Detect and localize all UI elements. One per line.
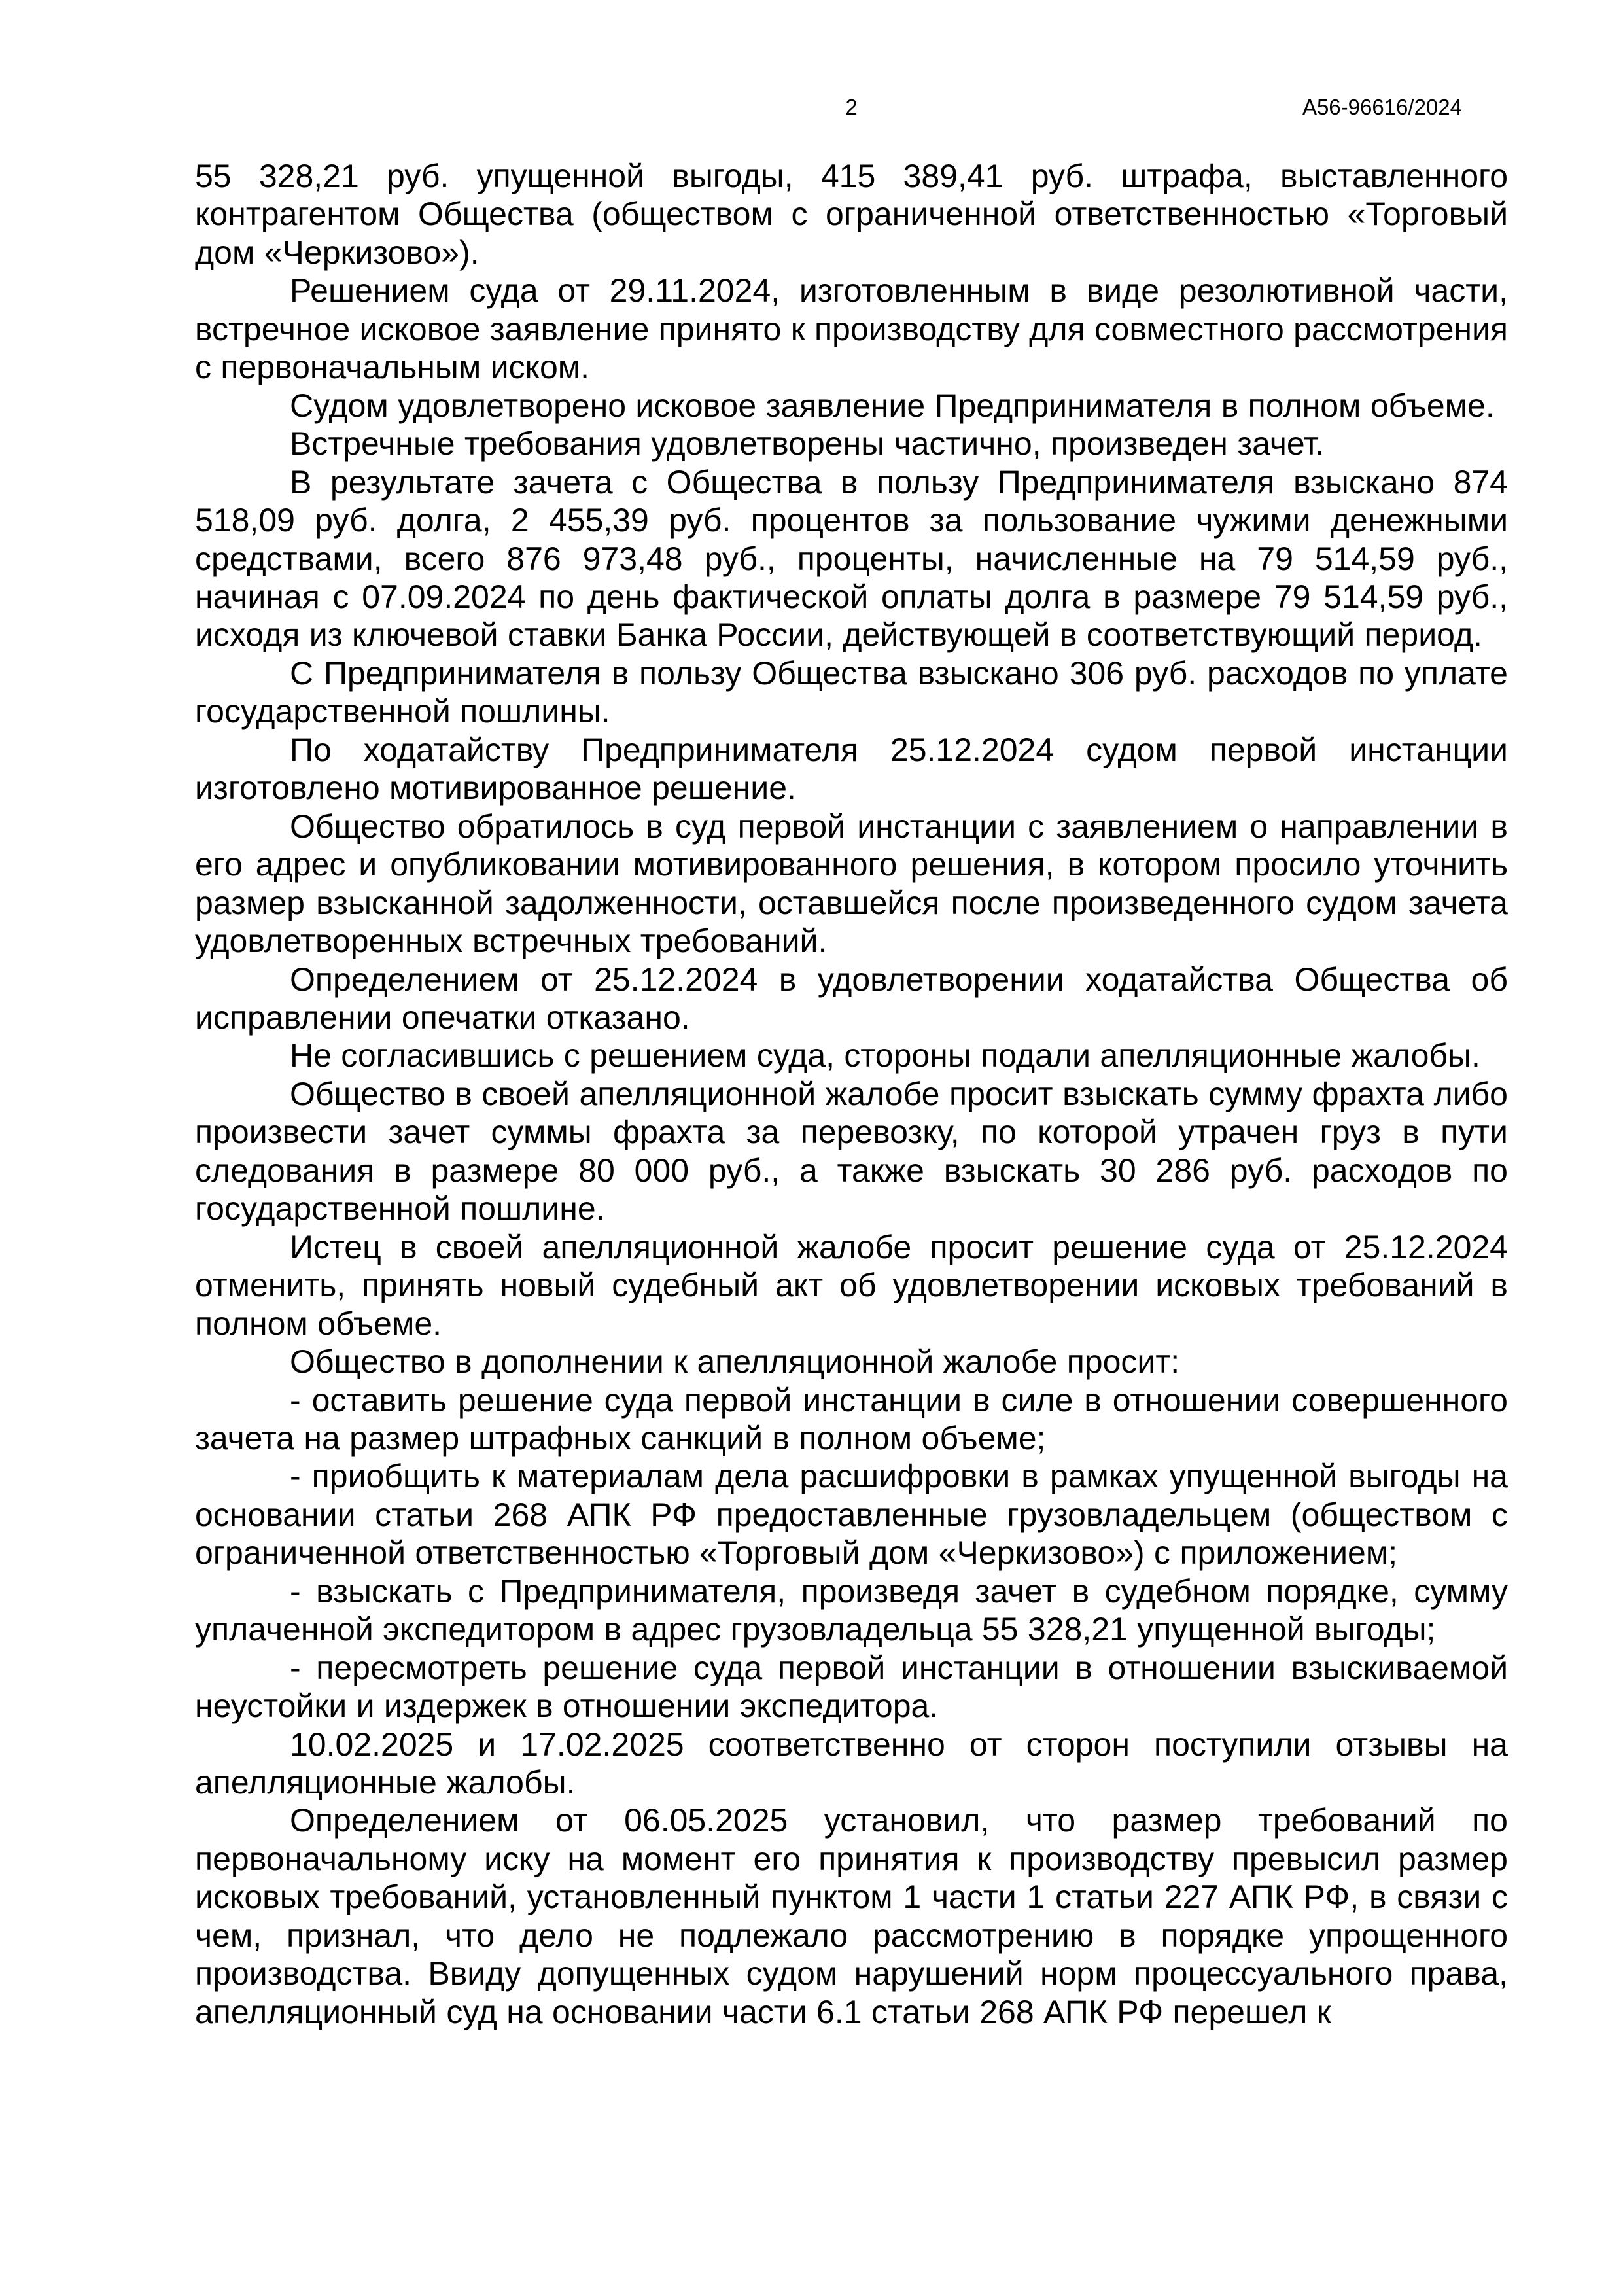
case-number: А56-96616/2024 xyxy=(1302,95,1462,119)
paragraph: Определением от 25.12.2024 в удовлетворении ходатайства Общества об исправлении опечатки отказано. xyxy=(195,961,1508,1036)
paragraph: Определением от 06.05.2025 установил, что размер требований по первоначальному иску на момент его принятия к производству превысил размер исковых требований, установленный пунктом 1 части 1 статьи 227 АПК РФ, в связи с чем, признал, что дело не подлежало рассмотрению в порядке упрощенного производства. Ввиду допущенных судом нарушений норм процессуального права, апелляционный суд на основании части 6.1 статьи 268 АПК РФ перешел к xyxy=(195,1802,1508,2030)
paragraph: Истец в своей апелляционной жалобе просит решение суда от 25.12.2024 отменить, принять новый судебный акт об удовлетворении исковых требований в полном объеме. xyxy=(195,1228,1508,1342)
paragraph: Решением суда от 29.11.2024, изготовленным в виде резолютивной части, встречное исковое заявление принято к производству для совместного рассмотрения с первоначальным иском. xyxy=(195,272,1509,386)
document-body xyxy=(195,157,1508,2031)
page-header xyxy=(195,94,1508,121)
page-number: 2 xyxy=(845,95,858,119)
paragraph: Общество в своей апелляционной жалобе просит взыскать сумму фрахта либо произвести зачет суммы фрахта за перевозку, по которой утрачен груз в пути следования в размере 80 000 руб., а также взыскать 30 286 руб. расходов по государственной пошлине. xyxy=(195,1075,1508,1227)
paragraph: Общество обратилось в суд первой инстанции с заявлением о направлении в его адрес и опубликовании мотивированного решения, в котором просило уточнить размер взысканной задолженности, оставшейся после произведенного судом зачета удовлетворенных встречных требований. xyxy=(195,807,1508,960)
paragraph: Встречные требования удовлетворены частично, произведен зачет. xyxy=(290,425,1325,463)
paragraph: По ходатайству Предпринимателя 25.12.2024 судом первой инстанции изготовлено мотивированное решение. xyxy=(195,731,1508,807)
paragraph: 55 328,21 руб. упущенной выгоды, 415 389,41 руб. штрафа, выставленного контрагентом Общества (обществом с ограниченной ответственностью «Торговый дом «Черкизово»). xyxy=(195,158,1508,271)
paragraph: Судом удовлетворено исковое заявление Предпринимателя в полном объеме. xyxy=(290,387,1495,424)
paragraph: - приобщить к материалам дела расшифровки в рамках упущенной выгоды на основании статьи 268 АПК РФ предоставленные грузовладельцем (обществом с ограниченной ответственностью «Торговый дом «Черкизово») с приложением; xyxy=(195,1458,1508,1572)
paragraph: - взыскать с Предпринимателя, произведя зачет в судебном порядке, сумму уплаченной экспедитором в адрес грузовладельца 55 328,21 упущенной выгоды; xyxy=(195,1572,1508,1648)
paragraph: С Предпринимателя в пользу Общества взыскано 306 руб. расходов по уплате государственной пошлины. xyxy=(195,654,1508,730)
paragraph: Общество в дополнении к апелляционной жалобе просит: xyxy=(290,1343,1180,1381)
paragraph: Не согласившись с решением суда, стороны подали апелляционные жалобы. xyxy=(290,1037,1480,1074)
paragraph: - оставить решение суда первой инстанции в силе в отношении совершенного зачета на размер штрафных санкций в полном объеме; xyxy=(195,1381,1508,1457)
paragraph: В результате зачета с Общества в пользу Предпринимателя взыскано 874 518,09 руб. долга, 2 455,39 руб. процентов за пользование чужими денежными средствами, всего 876 973,48 руб., проценты, начисленные на 79 514,59 руб., начиная с 07.09.2024 по день фактической оплаты долга в размере 79 514,59 руб., исходя из ключевой ставки Банка России, действующей в соответствующий период. xyxy=(195,463,1508,654)
paragraph: - пересмотреть решение суда первой инстанции в отношении взыскиваемой неустойки и издержек в отношении экспедитора. xyxy=(195,1649,1508,1725)
paragraph: 10.02.2025 и 17.02.2025 соответственно от сторон поступили отзывы на апелляционные жалобы. xyxy=(195,1725,1508,1801)
